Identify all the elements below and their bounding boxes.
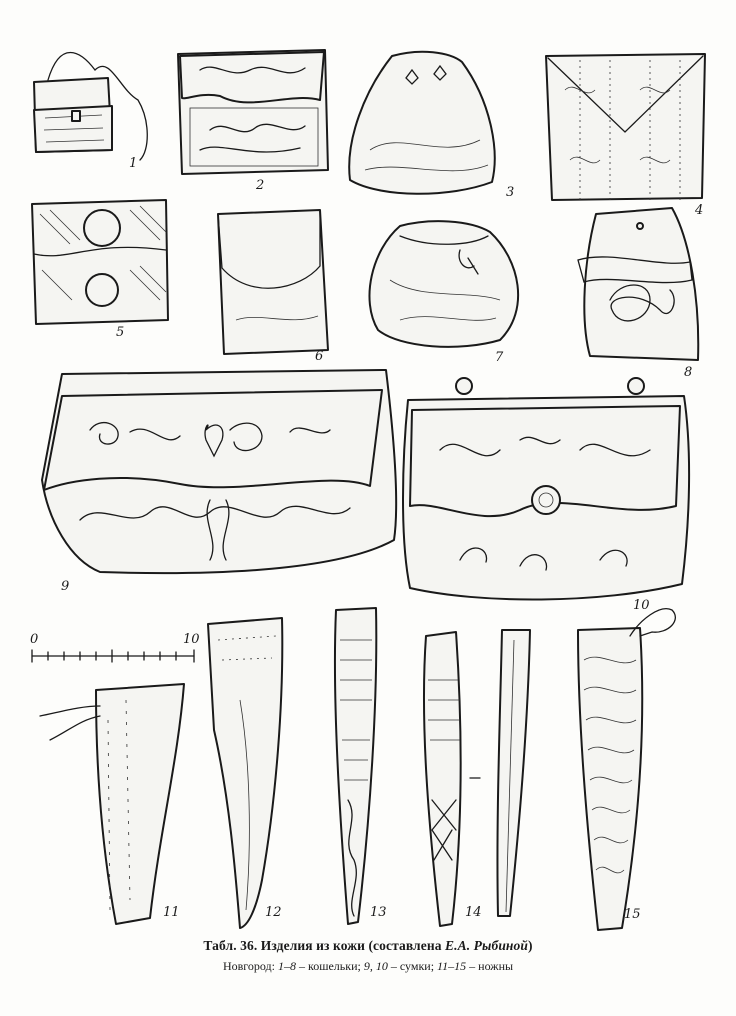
- scale-bar: [32, 650, 194, 662]
- item-13-label: 13: [370, 905, 387, 920]
- item-1-purse-drawing: [34, 53, 147, 161]
- item-5-purse-drawing: [32, 200, 168, 324]
- item-1-label: 1: [129, 156, 138, 171]
- item-15-sheath-drawing: [578, 609, 675, 930]
- item-3-pouch-drawing: [349, 52, 494, 194]
- scale-end-label: 10: [183, 632, 200, 647]
- item-9-label: 9: [61, 579, 70, 594]
- caption-legend: [0, 959, 736, 974]
- caption-text-bags: – сумки;: [387, 959, 438, 973]
- item-2-purse-drawing: [178, 50, 328, 174]
- caption-place: Новгород:: [222, 959, 278, 973]
- item-4-purse-drawing: [546, 54, 705, 200]
- caption-title-close: ): [527, 938, 533, 953]
- item-9-bag-drawing: [42, 370, 396, 573]
- item-6-label: 6: [315, 349, 324, 364]
- caption-title: [0, 938, 736, 954]
- item-10-label: 10: [633, 598, 650, 613]
- item-14-sheath-drawing: [424, 630, 530, 926]
- item-13-sheath-drawing: [335, 608, 376, 924]
- item-11-sheath-drawing: [40, 684, 184, 924]
- caption-range-purses: 1–8: [278, 959, 296, 973]
- item-4-label: 4: [695, 203, 704, 218]
- caption-author: Е.А. Рыбиной: [445, 938, 528, 953]
- item-6-purse-drawing: [218, 210, 328, 354]
- caption-range-bags: 9, 10: [363, 959, 388, 973]
- scale-start-label: 0: [30, 632, 39, 647]
- item-11-label: 11: [163, 905, 180, 920]
- item-7-pouch-drawing: [369, 221, 518, 347]
- item-15-label: 15: [624, 907, 641, 922]
- item-5-label: 5: [116, 325, 125, 340]
- caption-text-sheaths: – ножны: [466, 959, 514, 973]
- item-12-sheath-drawing: [208, 618, 282, 928]
- item-3-label: 3: [506, 185, 515, 200]
- item-2-label: 2: [256, 178, 265, 193]
- item-14-label: 14: [465, 905, 482, 920]
- item-12-label: 12: [265, 905, 282, 920]
- item-10-bag-drawing: [403, 378, 689, 600]
- caption-range-sheaths: 11–15: [437, 959, 467, 973]
- item-8-label: 8: [684, 365, 693, 380]
- plate-caption: [0, 938, 736, 974]
- item-7-label: 7: [495, 350, 504, 365]
- caption-title-main: Табл. 36. Изделия из кожи (составлена: [203, 938, 446, 953]
- caption-text-purses: – кошельки;: [296, 959, 364, 973]
- item-8-purse-drawing: [578, 208, 698, 360]
